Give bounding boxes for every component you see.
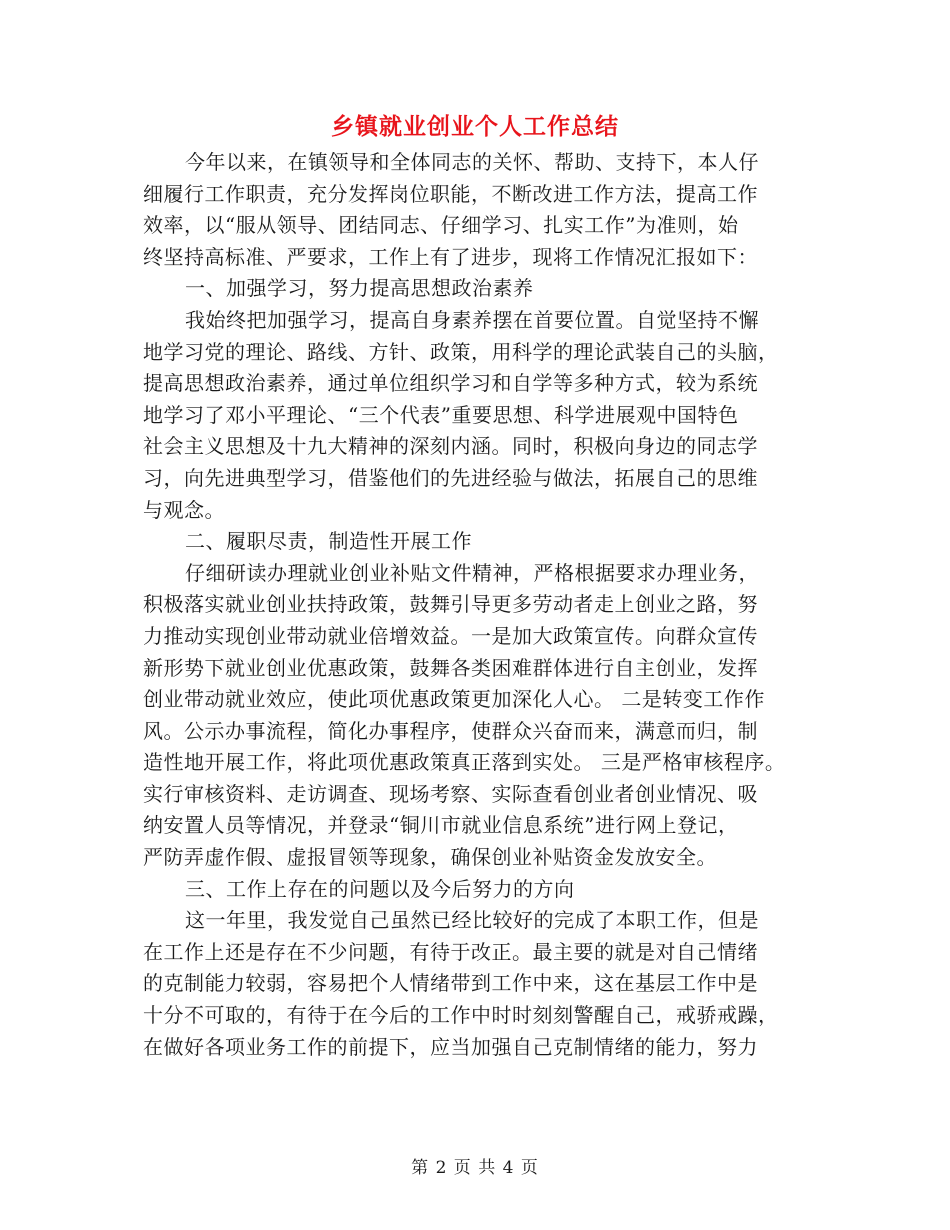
- text-line: 纳安置人员等情况，并登录“铜川市就业信息系统”进行网上登记，: [143, 813, 739, 838]
- text-line: 新形势下就业创业优惠政策，鼓舞各类困难群体进行自主创业，发挥: [143, 655, 758, 680]
- text-line: 今年以来，在镇领导和全体同志的关怀、帮助、支持下，本人仔: [185, 150, 759, 174]
- text-line: 二、履职尽责，制造性开展工作: [185, 529, 472, 554]
- text-line: 这一年里，我发觉自己虽然已经比较好的完成了本职工作，但是: [185, 908, 759, 933]
- text-line: 造性地开展工作，将此项优惠政策真正落到实处。 三是严格审核程序。: [143, 750, 786, 775]
- text-line: 力推动实现创业带动就业倍增效益。一是加大政策宣传。向群众宣传: [143, 623, 758, 648]
- text-line: 提高思想政治素养，通过单位组织学习和自学等多种方式，较为系统: [143, 371, 758, 396]
- text-line: 一、加强学习，努力提高思想政治素养: [185, 276, 534, 301]
- text-line: 风。公示办事流程，简化办事程序，使群众兴奋而来，满意而归，制: [143, 718, 758, 743]
- text-line: 的克制能力较弱，容易把个人情绪带到工作中来，这在基层工作中是: [143, 971, 758, 996]
- text-line: 在工作上还是存在不少问题，有待于改正。最主要的就是对自己情绪: [143, 939, 758, 964]
- text-line: 细履行工作职责，充分发挥岗位职能，不断改进工作方法，提高工作: [143, 181, 758, 206]
- text-line: 与观念。: [143, 497, 225, 522]
- text-line: 积极落实就业创业扶持政策，鼓舞引导更多劳动者走上创业之路，努: [143, 592, 758, 617]
- text-line: 实行审核资料、走访调查、现场考察、实际查看创业者创业情况、吸: [143, 781, 758, 806]
- page-title: 乡镇就业创业个人工作总结: [331, 114, 619, 140]
- text-line: 地学习党的理论、路线、方针、政策，用科学的理论武装自己的头脑，: [143, 339, 779, 364]
- text-line: 终坚持高标准、严要求，工作上有了进步，现将工作情况汇报如下：: [143, 244, 758, 269]
- text-line: 十分不可取的，有待于在今后的工作中时时刻刻警醒自己，戒骄戒躁，: [143, 1003, 779, 1028]
- text-line: 地学习了邓小平理论、“三个代表”重要思想、科学进展观中国特色: [143, 402, 739, 427]
- document-body: [143, 147, 815, 1063]
- text-line: 社会主义思想及十九大精神的深刻内涵。同时，积极向身边的同志学: [143, 434, 758, 459]
- text-line: 创业带动就业效应，使此项优惠政策更加深化人心。 二是转变工作作: [143, 687, 765, 712]
- text-line: 严防弄虚作假、虚报冒领等现象，确保创业补贴资金发放安全。: [143, 845, 717, 870]
- text-line: 习，向先进典型学习，借鉴他们的先进经验与做法，拓展自己的思维: [143, 465, 758, 490]
- text-line: 效率，以“服从领导、团结同志、仔细学习、扎实工作”为准则，始: [143, 213, 739, 238]
- text-line: 我始终把加强学习，提高自身素养摆在首要位置。自觉坚持不懈: [185, 307, 759, 332]
- text-line: 仔细研读办理就业创业补贴文件精神，严格根据要求办理业务，: [185, 560, 759, 585]
- page-number-footer: 第 2 页 共 4 页: [411, 1158, 539, 1178]
- text-line: 在做好各项业务工作的前提下，应当加强自己克制情绪的能力，努力: [143, 1034, 758, 1059]
- text-line: 三、工作上存在的问题以及今后努力的方向: [185, 876, 575, 901]
